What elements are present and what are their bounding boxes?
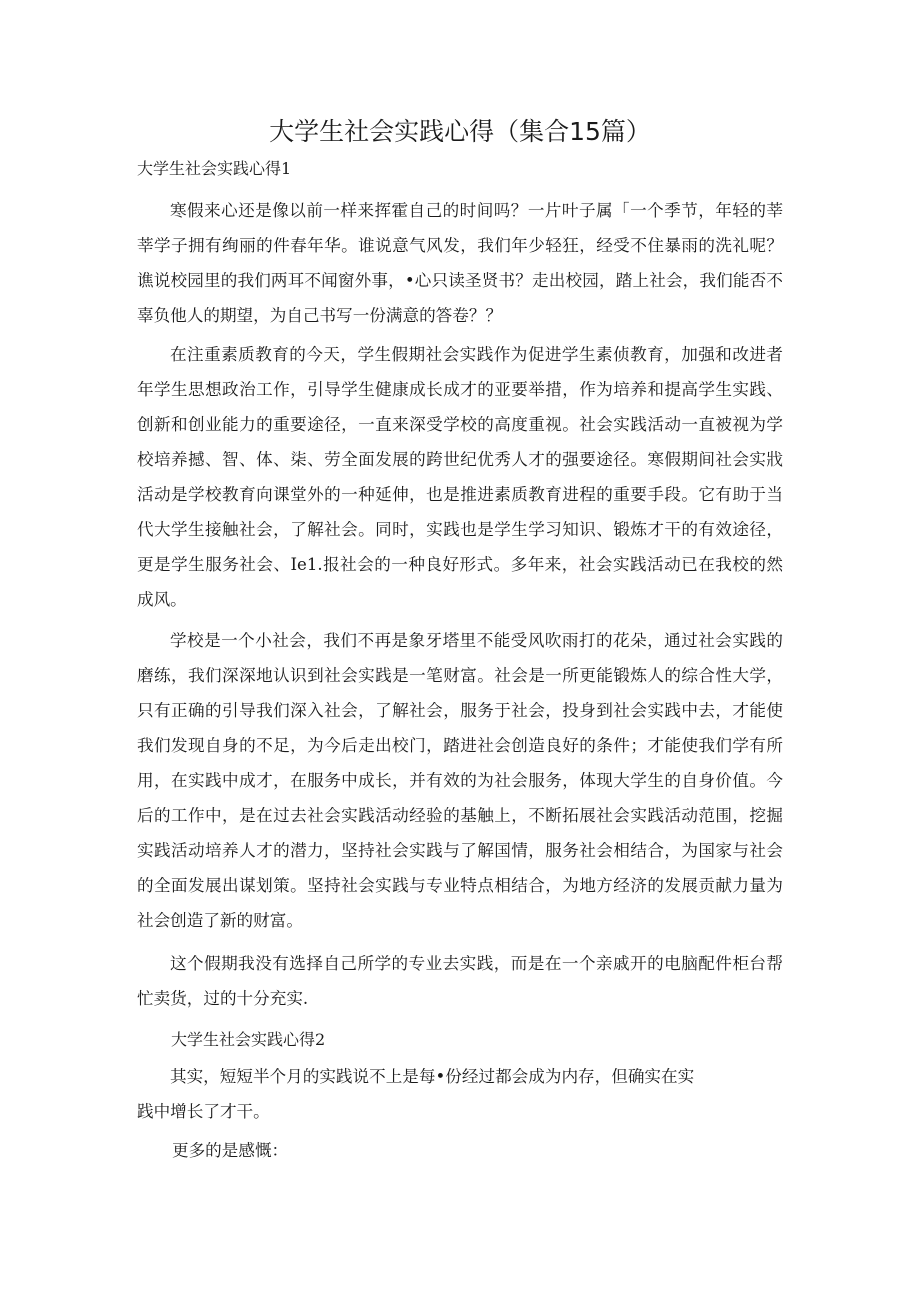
paragraph-1: 寒假来心还是像以前一样来挥霍自己的时间吗？一片叶子属「一个季节，年轻的莘莘学子拥有绚丽的件春年华。谁说意气风发，我们年少轻狂，经受不住暴雨的洗礼呢？谯说校园里的我们两耳不闻窗外事，•心只读圣贤书？走出校园，踏上社会，我们能否不辜负他人的期望，为自己书写一份满意的答卷？？ [137,201,783,325]
section-heading-1: 大学生社会实践心得1 [137,159,292,178]
paragraph-2: 在注重素质教育的今天，学生假期社会实践作为促进学生素侦教育，加强和改进者年学生思想政治工作，引导学生健康成长成才的亚要举措，作为培养和提高学生实践、创新和创业能力的重要途径，一直来深受学校的高度重视。社会实践活动一直被视为学校培养撼、智、体、柒、劳全面发展的跨世纪优秀人才的强要途径。寒假期间社会实戕活动是学校教育向课堂外的一种延伸，也是推进素质教育进程的重要手段。它有助于当代大学生接触社会，了解社会。同时，实践也是学生学习知识、锻炼才干的有效途径，更是学生服务社会、Ie1.报社会的一种良好形式。多年来，社会实践活动已在我校的然成风。 [137,345,783,609]
paragraph-3: 学校是一个小社会，我们不再是象牙塔里不能受风吹雨打的花朵，通过社会实践的磨练，我们深深地认识到社会实践是一笔财富。社会是一所更能锻炼人的综合性大学，只有正确的引导我们深入社会，了解社会，服务于社会，投身到社会实践中去，才能使我们发现自身的不足，为今后走出校门，踏进社会创造良好的条件；才能使我们学有所用，在实践中成才，在服务中成长，并有效的为社会服务，体现大学生的自身价值。今后的工作中，是在过去社会实践活动经验的基触上，不断拓展社会实践活动范围，挖掘实践活动培养人才的潜力，坚持社会实践与了解国情，服务社会相结合，为国家与社会的全面发展出谋划策。坚持社会实践与专业特点相结合，为地方经济的发展贡献力量为社会创造了新的财富。 [137,631,783,930]
paragraph-5-line-2: 践中增长了才干。 [137,1102,270,1121]
section-heading-2: 大学生社会实践心得2 [171,1030,326,1049]
document-title: 大学生社会实践心得（集合15篇） [269,117,651,146]
paragraph-5-line-1: 其实，短短半个月的实践说不上是每•份经过都会成为内存，但确实在实 [170,1067,695,1086]
paragraph-6: 更多的是感慨： [172,1141,289,1160]
paragraph-4: 这个假期我没有选择自己所学的专业去实践，而是在一个亲戚开的电脑配件柜台帮忙卖货，过的十分充实. [137,954,783,1008]
